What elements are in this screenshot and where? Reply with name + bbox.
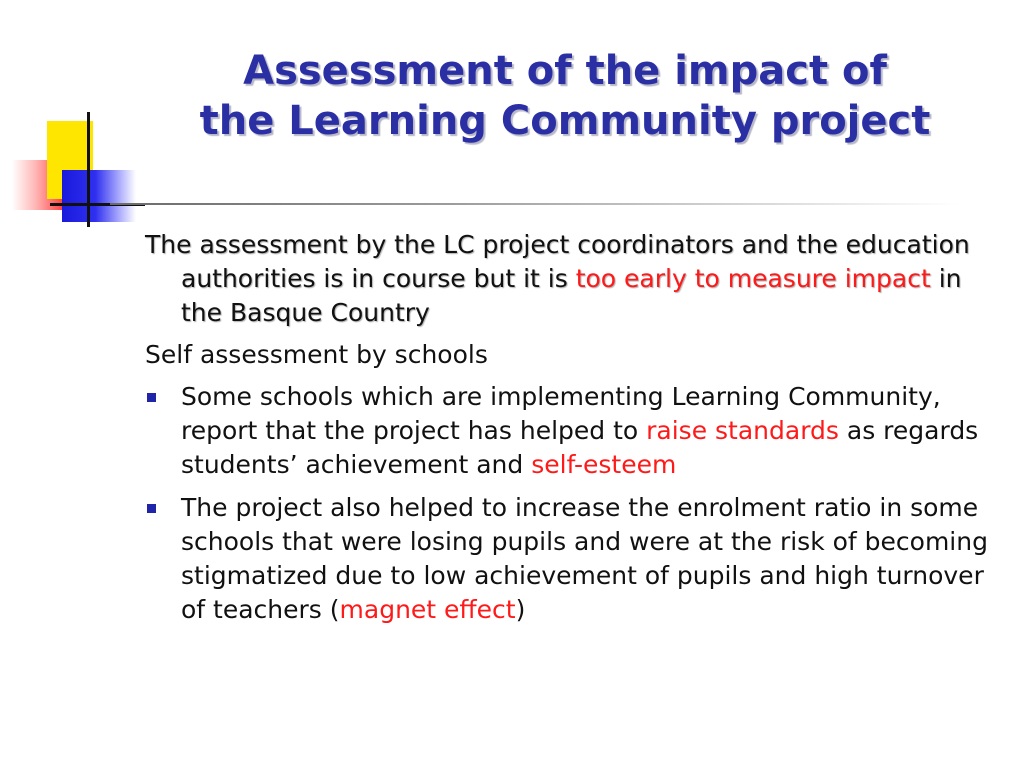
title-divider [110,203,960,205]
slide-title-line-2: the Learning Community project [199,98,931,144]
square-bullet-icon [147,393,156,402]
blue-square-shape [62,170,136,222]
assessment-text-part-2: in the Basque Country [181,264,962,327]
bullet-item [145,491,1005,627]
bullet-2-text-part-1: The project also helped to increase the enrolment ratio in some schools that were losing pupils and were at the risk of becoming stigmatized due to low achievement of pupils and high turnover of teachers ( [181,493,988,624]
slide-title [130,46,1000,146]
slide-title-line-1: Assessment of the impact of [243,48,887,94]
bullet-1-highlight-1: raise standards [646,416,839,445]
bullet-1-text-part-1: Some schools which are implementing Learning Community, report that the project has helped to [181,382,941,445]
assessment-highlight: too early to measure impact [575,264,931,293]
assessment-text-part-1: The assessment by the LC project coordinators and the education authorities is in course but it is [145,230,970,293]
bullet-2-highlight: magnet effect [339,595,516,624]
bullet-1-highlight-2: self-esteem [531,450,677,479]
assessment-paragraph [145,228,1005,330]
square-bullet-icon [147,504,156,513]
bullet-item [145,380,1005,482]
self-assessment-heading: Self assessment by schools [145,340,488,369]
bullet-2-text-part-2: ) [515,595,526,624]
vertical-line-shape [87,112,90,227]
bullet-1-text-part-2: as regards students’ achievement and [181,416,979,479]
slide-body [145,228,1005,636]
